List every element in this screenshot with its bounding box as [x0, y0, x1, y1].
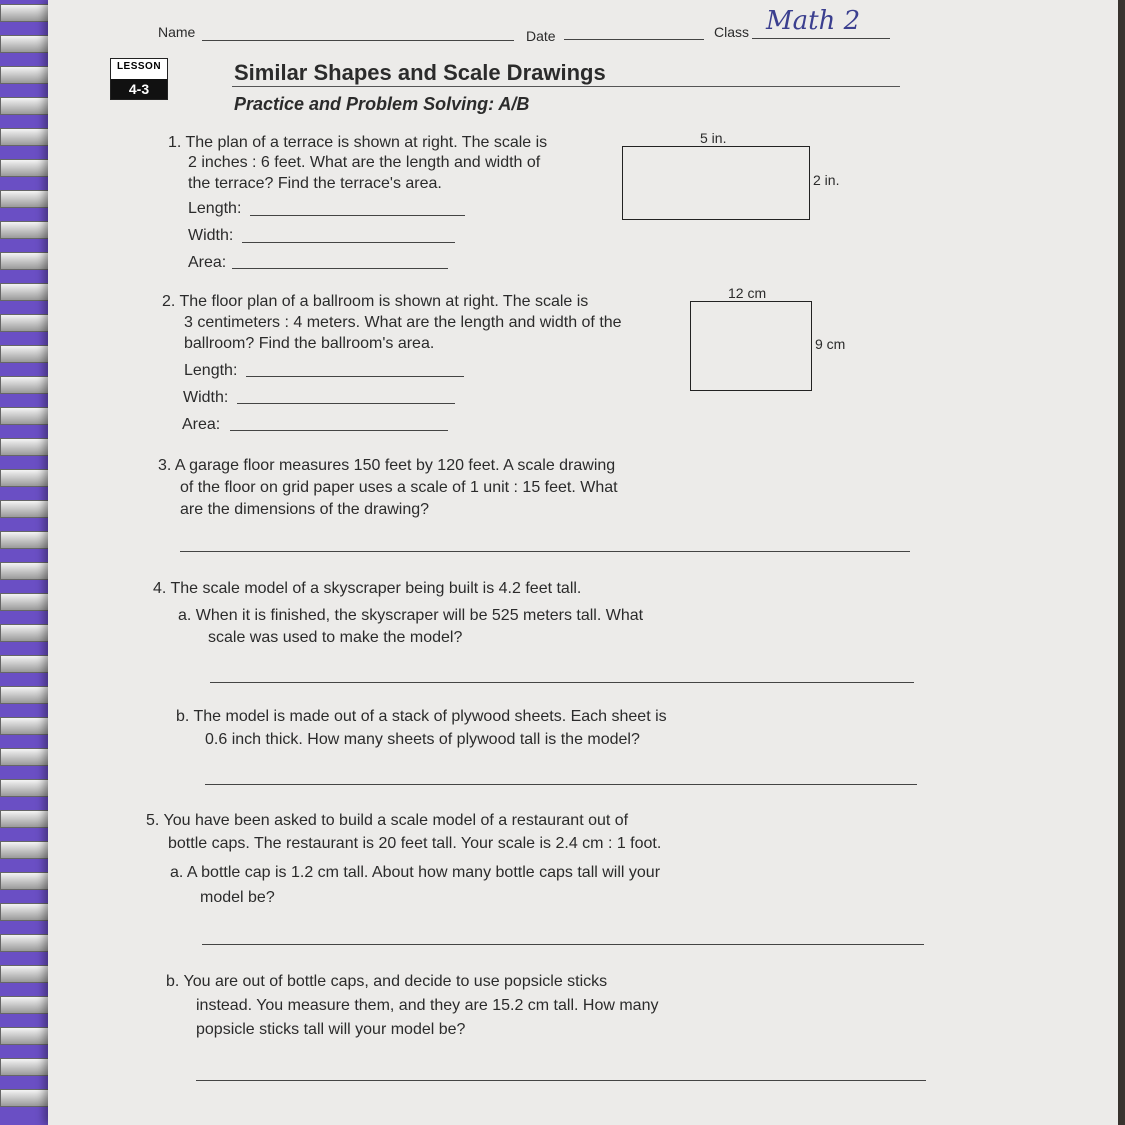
q2-area-line[interactable] [230, 430, 448, 431]
q1-figure-side-label: 2 in. [813, 172, 840, 188]
q5a-answer-line[interactable] [202, 944, 924, 945]
class-handwriting: Math 2 [766, 6, 861, 36]
q1-text-line-1: 1. The plan of a terrace is shown at right. The scale is [168, 134, 548, 151]
q4a-text-line-1: a. When it is finished, the skyscraper will be 525 meters tall. What [178, 607, 644, 624]
lesson-badge-number: 4-3 [111, 79, 167, 99]
name-line [202, 40, 514, 41]
q4-text: 4. The scale model of a skyscraper being built is 4.2 feet tall. [153, 580, 582, 597]
q2-text-line-3: ballroom? Find the ballroom's area. [184, 335, 435, 352]
q5a-text-line-1: a. A bottle cap is 1.2 cm tall. About how many bottle caps tall will your [170, 864, 661, 881]
q2-width-label: Width: [183, 389, 229, 406]
q2-width-line[interactable] [237, 403, 455, 404]
q1-terrace-rectangle [622, 146, 810, 220]
q1-area-label: Area: [188, 254, 227, 271]
q4b-answer-line[interactable] [205, 784, 917, 785]
q2-length-line[interactable] [246, 376, 464, 377]
q5a-text-line-2: model be? [200, 889, 275, 906]
q1-length-label: Length: [188, 200, 242, 217]
lesson-badge-label: LESSON [116, 61, 162, 72]
date-label: Date [526, 28, 556, 44]
q3-text-line-2: of the floor on grid paper uses a scale of 1 unit : 15 feet. What [180, 479, 618, 496]
q5-text-line-1: 5. You have been asked to build a scale model of a restaurant out of [146, 812, 629, 829]
lesson-subtitle: Practice and Problem Solving: A/B [234, 94, 530, 114]
q4b-text-line-1: b. The model is made out of a stack of plywood sheets. Each sheet is [176, 708, 667, 725]
q5b-text-line-1: b. You are out of bottle caps, and decide to use popsicle sticks [166, 973, 608, 990]
q5-text-line-2: bottle caps. The restaurant is 20 feet tall. Your scale is 2.4 cm : 1 foot. [168, 835, 662, 852]
q2-figure-side-label: 9 cm [815, 336, 846, 352]
q2-text-line-2: 3 centimeters : 4 meters. What are the length and width of the [184, 314, 622, 331]
q1-text-line-3: the terrace? Find the terrace's area. [188, 175, 442, 192]
q1-length-line[interactable] [250, 215, 465, 216]
q2-figure-top-label: 12 cm [728, 285, 767, 301]
q1-figure-top-label: 5 in. [700, 130, 727, 146]
q1-text-line-2: 2 inches : 6 feet. What are the length and width of [188, 154, 541, 171]
q1-width-line[interactable] [242, 242, 455, 243]
q4b-text-line-2: 0.6 inch thick. How many sheets of plywood tall is the model? [205, 731, 640, 748]
date-line [564, 39, 704, 40]
q2-ballroom-rectangle [690, 301, 812, 391]
lesson-title: Similar Shapes and Scale Drawings [234, 60, 606, 85]
q5b-text-line-2: instead. You measure them, and they are 15.2 cm tall. How many [196, 997, 659, 1014]
q3-answer-line[interactable] [180, 551, 910, 552]
q2-text-line-1: 2. The floor plan of a ballroom is shown at right. The scale is [162, 293, 589, 310]
q4a-answer-line[interactable] [210, 682, 914, 683]
q5b-answer-line[interactable] [196, 1080, 926, 1081]
q3-text-line-1: 3. A garage floor measures 150 feet by 120 feet. A scale drawing [158, 457, 616, 474]
q1-width-label: Width: [188, 227, 234, 244]
class-label: Class [714, 24, 750, 40]
class-line [752, 38, 890, 39]
q2-area-label: Area: [182, 416, 221, 433]
q2-length-label: Length: [184, 362, 238, 379]
title-rule [232, 86, 900, 87]
q5b-text-line-3: popsicle sticks tall will your model be? [196, 1021, 466, 1038]
q3-text-line-3: are the dimensions of the drawing? [180, 501, 430, 518]
q4a-text-line-2: scale was used to make the model? [208, 629, 463, 646]
q1-area-line[interactable] [232, 268, 448, 269]
lesson-badge [110, 58, 168, 100]
name-label: Name [158, 24, 196, 40]
